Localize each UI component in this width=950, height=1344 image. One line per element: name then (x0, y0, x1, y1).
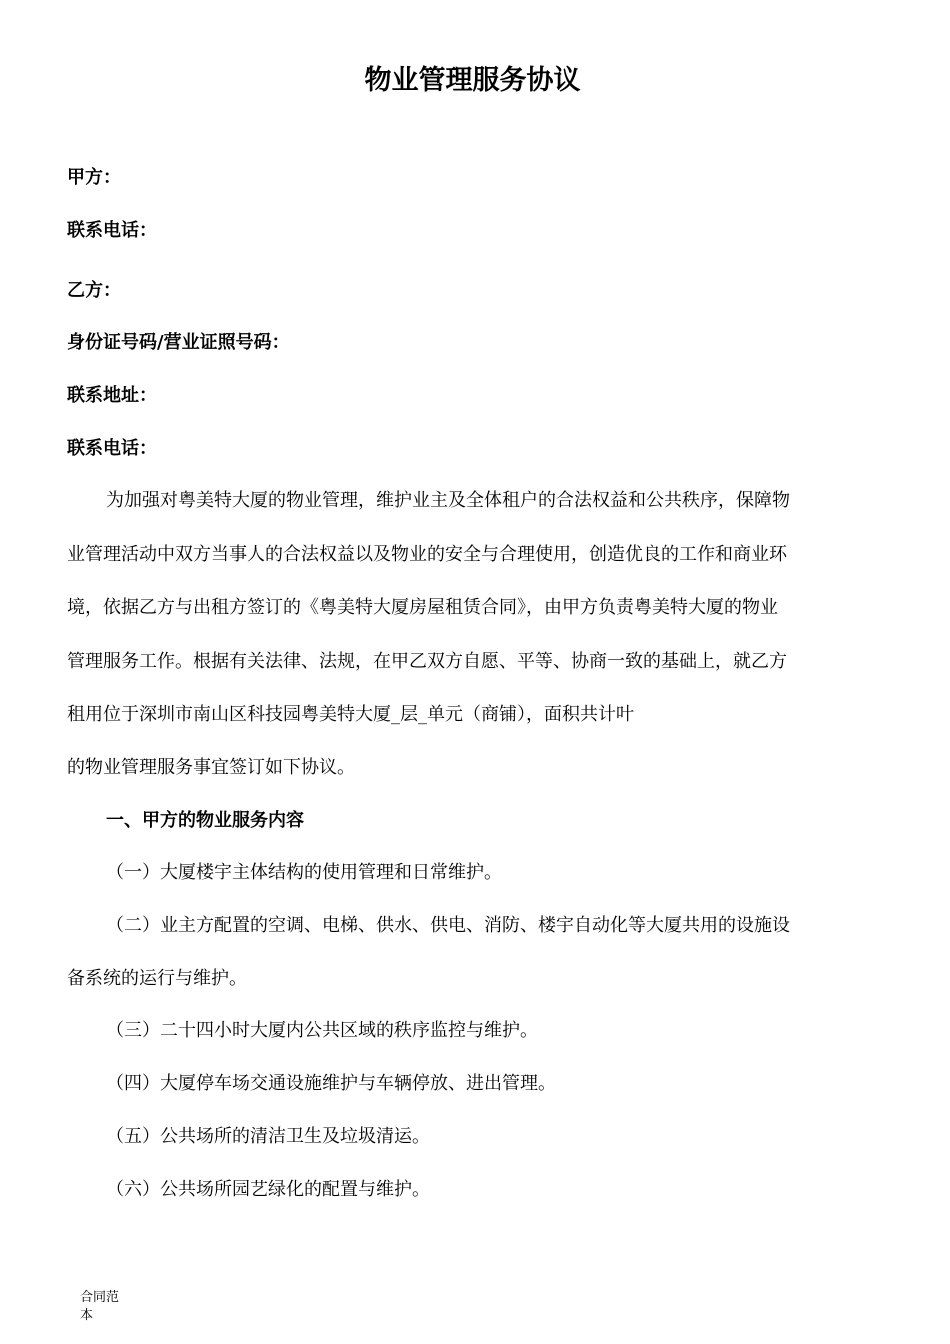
party-a-label: 甲方： (67, 167, 121, 188)
party-b-id-label: 身份证号码/营业证照号码： (67, 332, 290, 353)
preamble-line: 境，依据乙方与出租方签订的《粤美特大厦房屋租赁合同》，由甲方负责粤美特大厦的物业 (67, 597, 778, 618)
section-heading: 一、甲方的物业服务内容 (106, 810, 304, 831)
preamble-line: 的物业管理服务事宜签订如下协议。 (67, 757, 355, 778)
party-b-label: 乙方： (67, 280, 121, 301)
service-item: （一）大厦楼宇主体结构的使用管理和日常维护。 (106, 862, 502, 883)
service-item: （三）二十四小时大厦内公共区域的秩序监控与维护。 (106, 1020, 538, 1041)
party-a-phone-label: 联系电话： (67, 220, 157, 241)
service-item: （二）业主方配置的空调、电梯、供水、供电、消防、楼宇自动化等大厦共用的设施设 (106, 915, 790, 936)
service-item: （五）公共场所的清洁卫生及垃圾清运。 (106, 1126, 430, 1147)
preamble-line: 业管理活动中双方当事人的合法权益以及物业的安全与合理使用，创造优良的工作和商业环 (67, 544, 787, 565)
service-item-continuation: 备系统的运行与维护。 (67, 968, 247, 989)
party-b-phone-label: 联系电话： (67, 438, 157, 459)
preamble-line: 为加强对粤美特大厦的物业管理，维护业主及全体租户的合法权益和公共秩序，保障物 (106, 490, 790, 511)
preamble-line: 管理服务工作。根据有关法律、法规，在甲乙双方自愿、平等、协商一致的基础上，就乙方 (67, 651, 787, 672)
preamble-line: 租用位于深圳市南山区科技园粤美特大厦_层_单元（商铺），面积共计叶 (67, 704, 634, 725)
service-item: （四）大厦停车场交通设施维护与车辆停放、进出管理。 (106, 1073, 556, 1094)
party-b-address-label: 联系地址： (67, 385, 157, 406)
document-title: 物业管理服务协议 (364, 65, 581, 96)
footer-note: 合同范本 (80, 1290, 120, 1323)
service-item: （六）公共场所园艺绿化的配置与维护。 (106, 1179, 430, 1200)
